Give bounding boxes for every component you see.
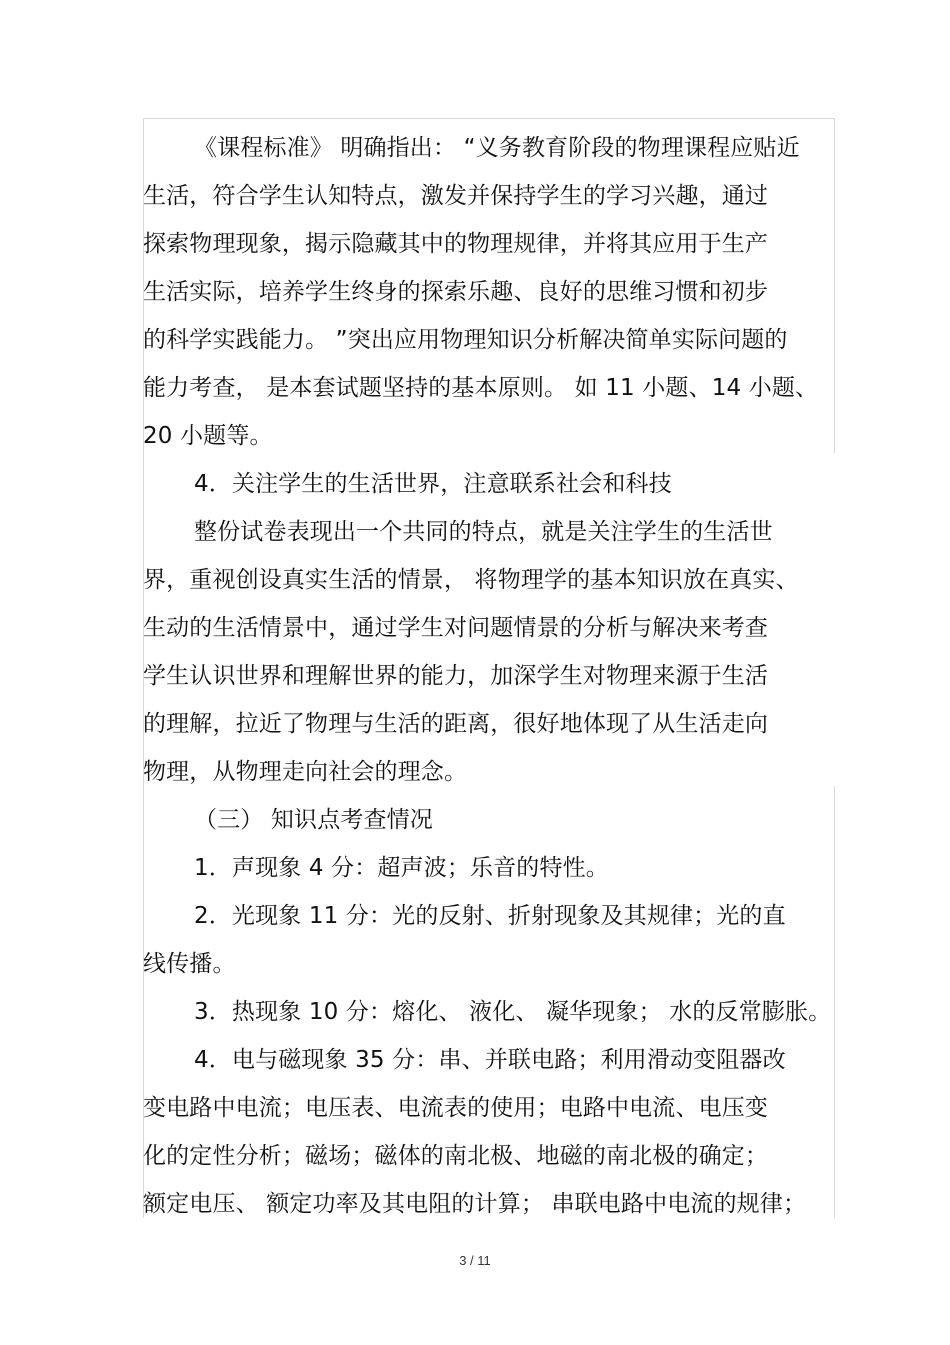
paragraph-line: 能力考查， 是本套试题坚持的基本原则。 如 11 小题、14 小题、 — [143, 375, 819, 401]
page-border-top — [143, 118, 835, 119]
paragraph-line: 变电路中电流；电压表、电流表的使用；电路中电流、电压变 — [143, 1095, 769, 1121]
paragraph-line: 20 小题等。 — [143, 423, 273, 449]
section-heading: （三） 知识点考查情况 — [194, 807, 433, 833]
paragraph-line: 生动的生活情景中，通过学生对问题情景的分析与解决来考查 — [143, 615, 769, 641]
page-border-right-lower — [834, 786, 835, 1218]
page-number: 3 / 11 — [459, 1253, 491, 1268]
paragraph-line: 3．热现象 10 分：熔化、 液化、 凝华现象； 水的反常膨胀。 — [194, 999, 832, 1025]
paragraph-line: 物理，从物理走向社会的理念。 — [143, 759, 468, 785]
paragraph-line: 《课程标准》 明确指出： “义务教育阶段的物理课程应贴近 — [194, 135, 800, 161]
paragraph-line: 生活实际，培养学生终身的探索乐趣、良好的思维习惯和初步 — [143, 279, 769, 305]
paragraph-line: 整份试卷表现出一个共同的特点，就是关注学生的生活世 — [194, 519, 773, 545]
paragraph-line: 学生认识世界和理解世界的能力，加深学生对物理来源于生活 — [143, 663, 769, 689]
paragraph-line: 线传播。 — [143, 951, 236, 977]
paragraph-line: 1．声现象 4 分：超声波；乐音的特性。 — [194, 855, 609, 881]
page-border-right-upper — [834, 118, 835, 453]
paragraph-line: 生活，符合学生认知特点，激发并保持学生的学习兴趣，通过 — [143, 183, 769, 209]
paragraph-line: 的理解，拉近了物理与生活的距离，很好地体现了从生活走向 — [143, 711, 769, 737]
paragraph-line: 化的定性分析；磁场；磁体的南北极、地磁的南北极的确定； — [143, 1143, 769, 1169]
paragraph-line: 界，重视创设真实生活的情景， 将物理学的基本知识放在真实、 — [143, 567, 799, 593]
paragraph-line: 4．电与磁现象 35 分：串、并联电路；利用滑动变阻器改 — [194, 1047, 786, 1073]
paragraph-line: 探索物理现象，揭示隐藏其中的物理规律，并将其应用于生产 — [143, 231, 769, 257]
section-heading: 4．关注学生的生活世界，注意联系社会和科技 — [194, 471, 672, 497]
paragraph-line: 的科学实践能力。 ”突出应用物理知识分析解决简单实际问题的 — [143, 327, 788, 353]
paragraph-line: 额定电压、 额定功率及其电阻的计算； 串联电路中电流的规律； — [143, 1191, 807, 1217]
paragraph-line: 2．光现象 11 分：光的反射、折射现象及其规律；光的直 — [194, 903, 786, 929]
